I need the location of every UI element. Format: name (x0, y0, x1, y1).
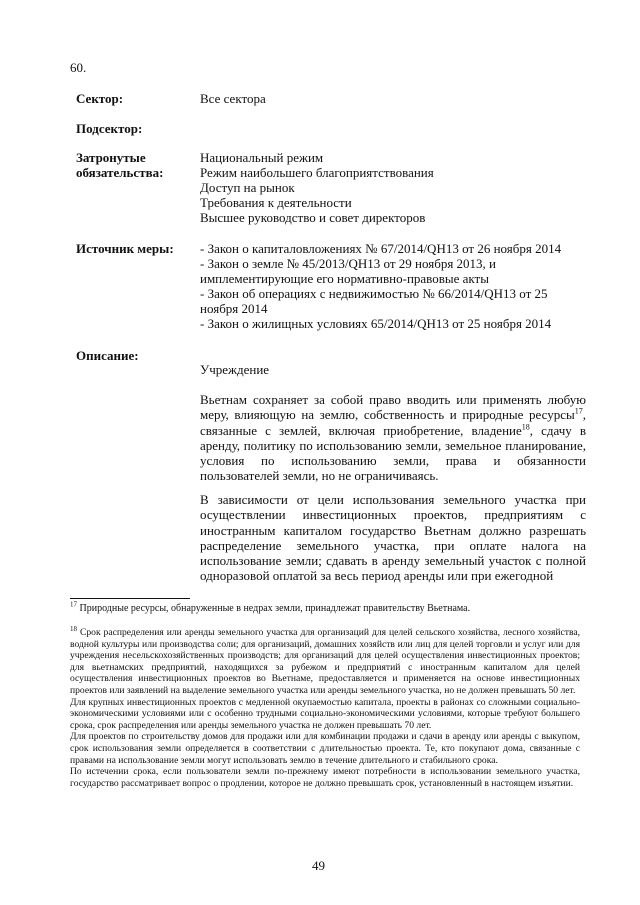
source-line: - Закон об операциях с недвижимостью № 66/2014/QH13 от 25 (200, 286, 548, 301)
obligation-item: Требования к деятельности (200, 195, 352, 210)
footnote-18 (70, 624, 580, 789)
source-line: - Закон о капиталовложениях № 67/2014/QH13 от 26 ноября 2014 (200, 241, 562, 256)
description-label: Описание: (76, 348, 139, 363)
description-paragraph-1 (200, 392, 586, 484)
obligation-item: Доступ на рынок (200, 180, 295, 195)
footnote-ref-17: 17 (574, 406, 583, 416)
sector-label: Сектор: (76, 91, 124, 106)
source-line: ноября 2014 (200, 301, 268, 316)
footnote-text: Срок распределения или аренды земельного участка для организаций для целей сельского хозяйства, лесного хозяйства, водной культуры или производства соли; для организаций, домашних хозяйств или лиц для целей торговли и услуг или для учреждения несельскохозяйственных производств; для организаций для целей осуществления инвестиционных проектов; для вьетнамских предприятий, находящихся за рубежом и предприятий с иностранным капиталом для целей осуществления инвестиционных проектов во Вьетнаме, предоставляется и применяется на основе инвестиционных проектов или заявлений на выделение земельного участка или аренды земельного участка, но не должен превышать 50 лет. (70, 627, 580, 696)
footnote-paragraph: Для проектов по строительству домов для продажи или для комбинации продажи и сдачи в аренду или аренды с выкупом, срок использования земли определяется в соответствии с длительностью проекта. Те, кто покупают дома, связанные с правами на использование земли могут использовать землю в течение длительного и стабильного срока. (70, 731, 580, 766)
footnote-paragraph (70, 624, 580, 697)
page-number: 49 (312, 858, 325, 873)
obligations-label (76, 150, 163, 180)
subsector-label: Подсектор: (76, 121, 143, 136)
source-label: Источник меры: (76, 241, 174, 256)
obligation-item: Национальный режим (200, 150, 324, 165)
description-subheading: Учреждение (200, 362, 270, 377)
footnote-paragraph: Для крупных инвестиционных проектов с медленной окупаемостью капитала, проекты в районах со сложными социально-экономическими условиями или с особенно трудными социально-экономическими условиями, которые требуют большего срока, срок распределения или аренды земельного участка не должен превышать 70 лет. (70, 696, 580, 731)
obligations-list (200, 150, 434, 225)
sector-value: Все сектора (200, 91, 266, 106)
paragraph-text: Вьетнам сохраняет за собой право вводить или применять любую меру, влияющую на землю, собственность и природные ресурсы (200, 392, 586, 423)
footnote-paragraph: По истечении срока, если пользователи земли по-прежнему имеют потребности в использовании земельного участка, государство рассматривает вопрос о продлении, которое не должно превышать срок, установленный в настоящем изъятии. (70, 766, 580, 789)
description-paragraph-2: В зависимости от цели использования земельного участка при осуществлении инвестиционных проектов, предприятиям с иностранным капиталом государство Вьетнам должно разрешать распределение земельного участка, при оплате налога на использование земли; сдавать в аренду земельный участок с полной одноразовой оплатой за весь период аренды или при ежегодной (200, 492, 586, 584)
paragraph-text: , связанные с землей, включая приобретение, владение (200, 407, 586, 438)
source-line: имплементирующие его нормативно-правовые акты (200, 271, 489, 286)
footnote-number: 18 (70, 624, 77, 633)
source-line: - Закон о жилищных условиях 65/2014/QH13 от 25 ноября 2014 (200, 316, 552, 331)
obligation-item: Высшее руководство и совет директоров (200, 210, 426, 225)
obligations-label-line1: Затронутые (76, 150, 146, 165)
footnote-ref-18: 18 (521, 422, 530, 432)
paragraph-text: , сдачу в аренду, политику по использованию земли, земельное планирование, условия по использованию земли, права и обязанности пользователей земли, но не ограничиваясь. (200, 422, 586, 484)
source-list (200, 241, 561, 331)
entry-number: 60. (70, 60, 87, 75)
footnote-17 (70, 600, 471, 615)
source-line: - Закон о земле № 45/2013/QH13 от 29 ноября 2013, и (200, 256, 497, 271)
footnote-separator (70, 598, 190, 599)
footnote-number: 17 (70, 600, 77, 609)
footnote-text: Природные ресурсы, обнаруженные в недрах земли, принадлежат правительству Вьетнама. (77, 603, 471, 614)
obligations-label-line2: обязательства: (76, 165, 164, 180)
obligation-item: Режим наибольшего благоприятствования (200, 165, 434, 180)
